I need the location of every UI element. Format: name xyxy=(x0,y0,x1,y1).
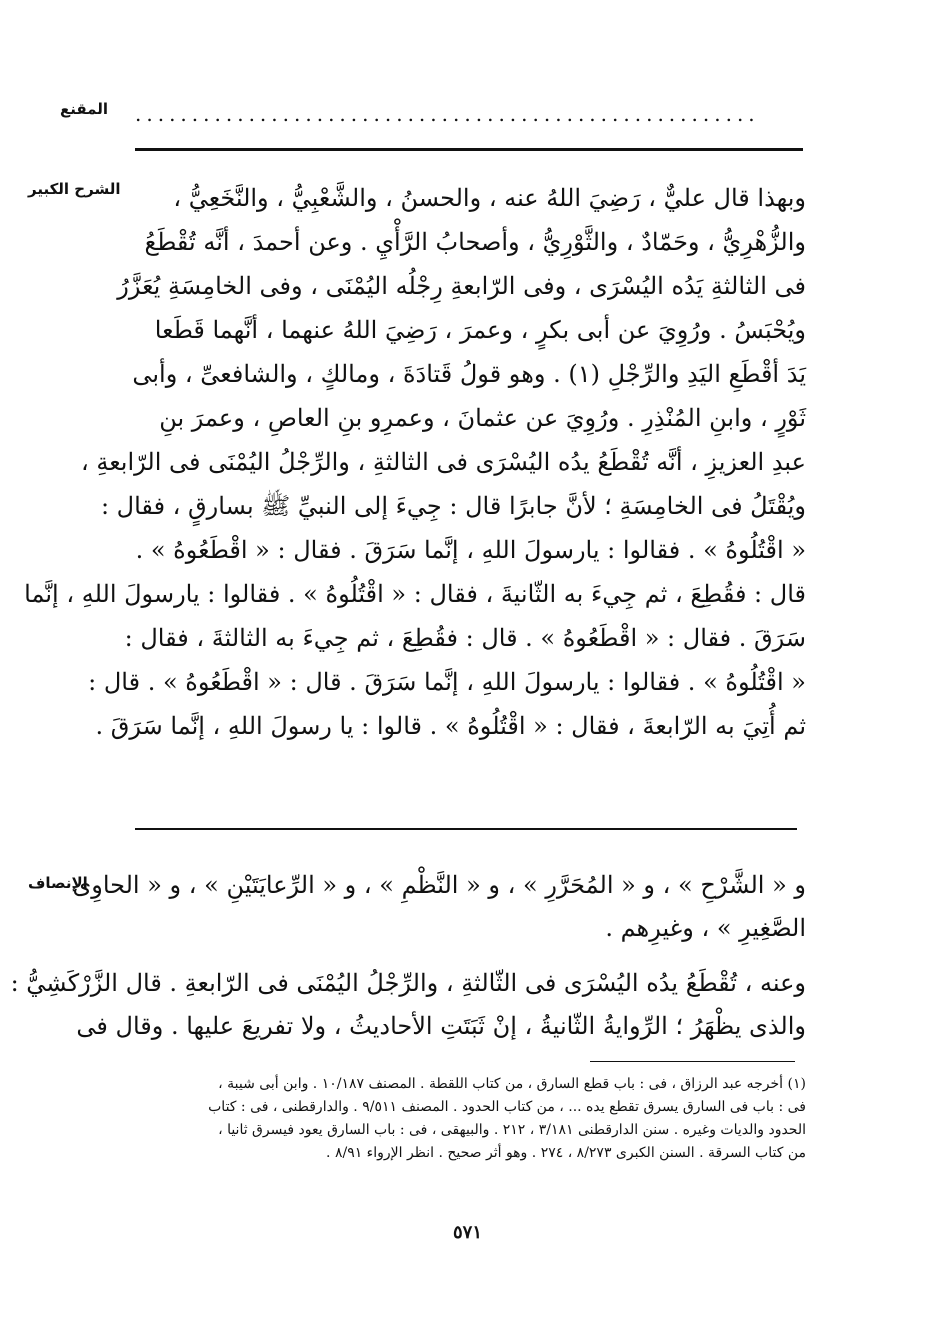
insaf-line: والذى يظْهَرُ ؛ الرِّوايةُ الثّانيةُ ، إنْ ثَبَتَتِ الأحاديثُ ، ولا تفريعَ عليها . وقال فى xyxy=(76,1012,806,1040)
insaf-line: الصَّغِيرِ » ، وغيرِهم . xyxy=(605,914,806,942)
section-divider xyxy=(135,828,797,830)
main-line: والزُّهْرِيُّ ، وحَمّادٌ ، والثَّوْرِيُّ ، وأصحابُ الرَّأْيِ . وعن أحمدَ ، أنَّه تُقْطَعُ xyxy=(144,228,806,256)
main-line: ويُقْتَلُ فى الخامِسَةِ ؛ لأنَّ جابرًا قال : جِيءَ إلى النبيِّ ﷺ بسارقٍ ، فقال : xyxy=(100,492,806,520)
header-dot-leader: ....................................................... xyxy=(135,102,760,126)
insaf-line: وعنه ، تُقْطَعُ يدُه اليُسْرَى فى الثّالثةِ ، والرِّجْلُ اليُمْنَى فى الرّابعةِ . قال الزَّرْكَشِيُّ : xyxy=(10,969,806,997)
footnote-block xyxy=(132,1073,806,1165)
main-line: ثَوْرٍ ، وابنِ المُنْذِرِ . ورُوِيَ عن عثمانَ ، وعمرِو بنِ العاصِ ، وعمرَ بنِ xyxy=(159,404,806,432)
header-title: المقنع xyxy=(60,100,108,118)
footnote-rule xyxy=(590,1061,795,1062)
main-line: « اقْتُلُوهُ » . فقالوا : يارسولَ اللهِ ، إنَّما سَرَقَ . فقال : « اقْطَعُوهُ » . xyxy=(135,536,806,564)
main-line: ثم أُتِيَ به الرّابعةَ ، فقال : « اقْتُلُوهُ » . قالوا : يا رسولَ اللهِ ، إنَّما سَرَقَ . xyxy=(95,712,806,740)
main-line: عبدِ العزيزِ ، أنَّه تُقْطَعُ يدُه اليُسْرَى فى الثالثةِ ، والرِّجْلُ اليُمْنَى فى الرّابعةِ ، xyxy=(80,448,806,476)
main-line: ويُحْبَسُ . ورُوِيَ عن أبى بكرٍ ، وعمرَ ، رَضِيَ اللهُ عنهما ، أنَّهما قَطَعا xyxy=(154,316,806,344)
insaf-paragraph-block xyxy=(10,962,806,1048)
insaf-line: و « الشَّرْحِ » ، و « المُحَرَّرِ » ، و « النَّظْمِ » ، و « الرِّعايَتَيْنِ » ، و « الحاوِى xyxy=(72,871,806,899)
footnote-line: الحدود والديات وغيره . سنن الدارقطنى ٣/١٨١ ، ٢١٢ . والبيهقى ، فى : باب السارق يعود فيسرق ثانيا ، xyxy=(218,1122,806,1138)
main-line: وبهذا قال عليٌّ ، رَضِيَ اللهُ عنه ، والحسنُ ، والشَّعْبِيُّ ، والنَّخَعِيُّ ، xyxy=(173,184,806,212)
page-number: ٥٧١ xyxy=(452,1222,482,1243)
header-rule xyxy=(135,148,803,151)
main-line: « اقْتُلُوهُ » . فقالوا : يارسولَ اللهِ ، إنَّما سَرَقَ . قال : « اقْطَعُوهُ » . قال : xyxy=(88,668,806,696)
main-line: يَدَ أقْطَعِ اليَدِ والرِّجْلِ (١) . وهو قولُ قَتادَةَ ، ومالكٍ ، والشافعىِّ ، وأبى xyxy=(132,360,806,388)
insaf-section-label: الإنصاف xyxy=(28,874,88,892)
footnote-line: من كتاب السرقة . السنن الكبرى ٨/٢٧٣ ، ٢٧٤ . وهو أثر صحيح . انظر الإرواء ٨/٩١ . xyxy=(326,1145,806,1161)
main-line: فى الثالثةِ يَدُه اليُسْرَى ، وفى الرّابعةِ رِجْلُه اليُمْنَى ، وفى الخامِسَةِ يُعَزَّرُ xyxy=(117,272,806,300)
sharh-section-label: الشرح الكبير xyxy=(28,180,121,198)
footnote-line: (١) أخرجه عبد الرزاق ، فى : باب قطع السارق ، من كتاب اللقطة . المصنف ١٠/١٨٧ . وابن أبى شيبة ، xyxy=(218,1076,806,1092)
footnote-line: فى : باب فى السارق يسرق تقطع يده ... ، من كتاب الحدود . المصنف ٩/٥١١ . والدارقطنى ، فى : كتاب xyxy=(208,1099,806,1115)
main-line: سَرَقَ . فقال : « اقْطَعُوهُ » . قال : فقُطِعَ ، ثم جِيءَ به الثالثةَ ، فقال : xyxy=(124,624,806,652)
main-line: قال : فقُطِعَ ، ثم جِيءَ به الثّانيةَ ، فقال : « اقْتُلُوهُ » . فقالوا : يارسولَ اللهِ ، إنَّما xyxy=(24,580,806,608)
insaf-text-block xyxy=(72,864,806,950)
